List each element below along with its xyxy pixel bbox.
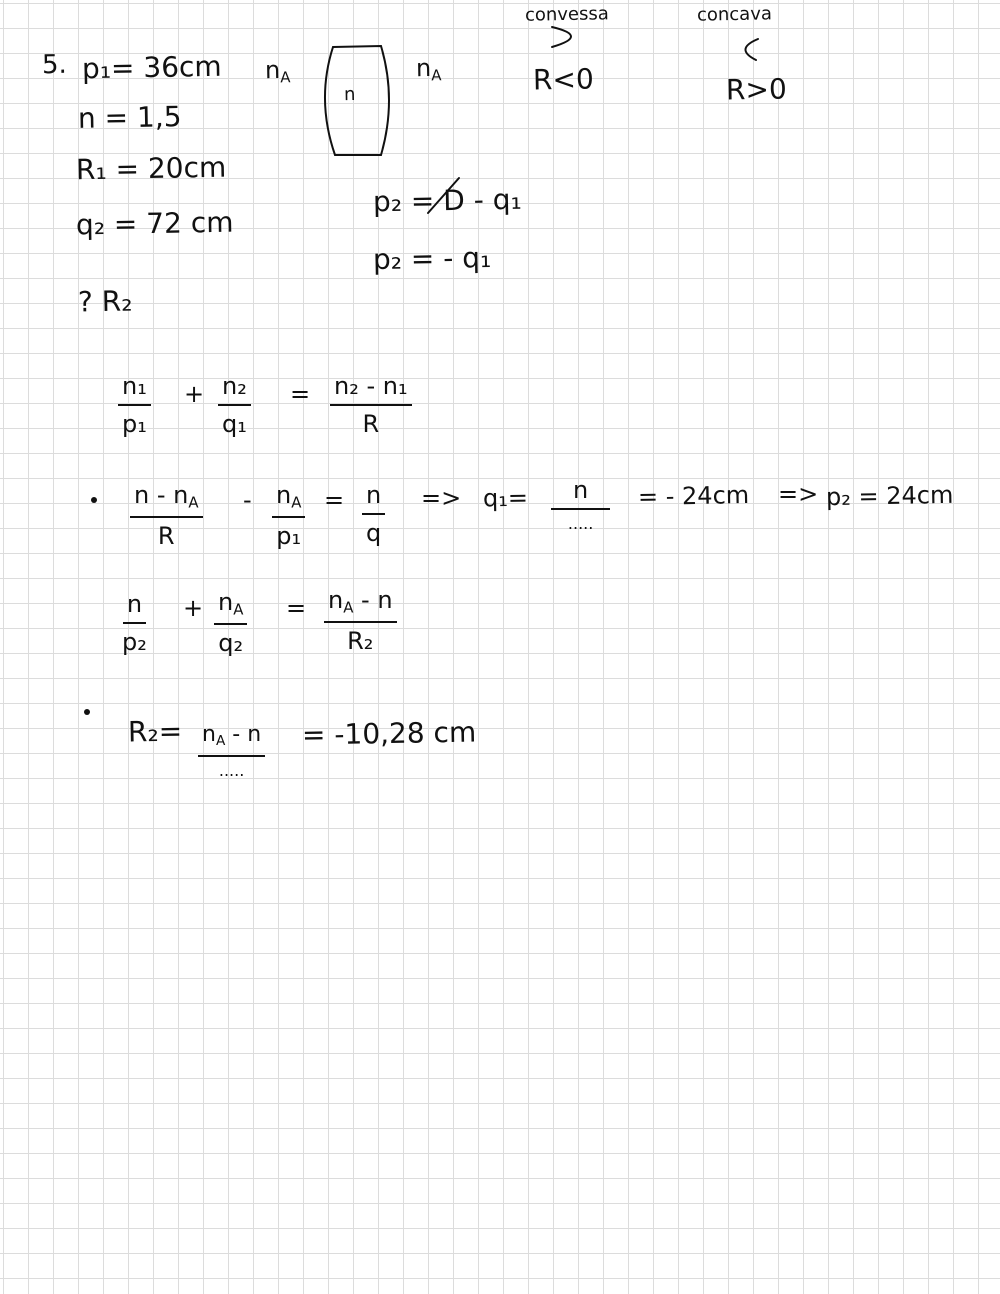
s2-term-2-num: $n_A$ xyxy=(214,590,247,625)
bullet-1 xyxy=(91,497,97,503)
s2-term-2 xyxy=(214,588,247,658)
s1-q1-result: = - 24cm xyxy=(637,481,750,511)
relation-line-1: p₂ = D - q₁ xyxy=(372,182,523,219)
s1-q1-num: n xyxy=(551,478,610,510)
result-value: = -10,28 cm xyxy=(301,715,477,752)
gen-term-1-den: p₁ xyxy=(121,410,147,438)
gen-term-1 xyxy=(118,374,151,436)
s1-equals: = xyxy=(324,486,345,514)
given-q2: q₂ = 72 cm xyxy=(75,205,234,242)
gen-rhs-num: n₂ - n₁ xyxy=(330,374,412,406)
lens-shape xyxy=(325,46,389,155)
bullet-2 xyxy=(84,709,90,715)
s1-term-2-den: p₁ xyxy=(276,522,302,551)
result-lhs: R₂= xyxy=(127,714,183,749)
given-p1: p₁= 36cm xyxy=(81,49,222,86)
given-R1: R₁ = 20cm xyxy=(75,150,227,187)
convex-rule: R<0 xyxy=(532,62,595,97)
s1-rhs-num: n xyxy=(362,483,385,515)
result-num: $n_A$ - n xyxy=(198,724,265,757)
result-den: ..... xyxy=(218,760,245,780)
relation-line-2: p₂ = - q₁ xyxy=(372,240,492,277)
s1-q1-den: ..... xyxy=(567,514,594,533)
gen-term-2-num: n₂ xyxy=(218,374,251,406)
s2-equals: = xyxy=(286,594,307,622)
result-frac xyxy=(198,724,265,779)
s1-term-1-den: R xyxy=(157,522,175,551)
s2-plus: + xyxy=(183,594,204,622)
s1-rhs-den: q xyxy=(365,519,382,547)
gen-rhs-den: R xyxy=(362,410,380,438)
concave-arc-icon xyxy=(745,39,758,60)
unknown-R2: ? R₂ xyxy=(77,284,133,319)
s1-q1-label: q₁= xyxy=(482,483,529,513)
medium-right-label: $n_A$ xyxy=(415,53,442,85)
gen-term-1-num: n₁ xyxy=(118,374,151,406)
gen-term-2-den: q₁ xyxy=(221,410,247,438)
s2-rhs-num: $n_A$ - n xyxy=(324,588,397,623)
s1-term-2 xyxy=(272,481,305,551)
s2-term-1-den: p₂ xyxy=(122,628,147,656)
s1-p2-result: p₂ = 24cm xyxy=(825,480,954,512)
s2-rhs xyxy=(324,586,397,656)
s1-term-1 xyxy=(130,481,203,551)
gen-term-2 xyxy=(218,374,251,436)
convex-arc-icon xyxy=(552,27,571,47)
s1-implies-1: => xyxy=(421,484,462,512)
concave-rule: R>0 xyxy=(725,72,788,107)
given-n: n = 1,5 xyxy=(77,100,182,135)
s1-minus: - xyxy=(243,486,252,514)
s1-q1-frac xyxy=(551,478,610,532)
medium-left-label: $n_A$ xyxy=(264,55,291,87)
gen-rhs xyxy=(330,374,412,436)
s2-term-1-num: n xyxy=(123,592,146,624)
s1-term-1-num: n - $n_A$ xyxy=(130,483,203,518)
gen-plus: + xyxy=(184,380,205,408)
problem-number: 5. xyxy=(41,49,68,81)
s2-rhs-den: R₂ xyxy=(347,627,374,656)
s2-term-1 xyxy=(122,592,147,654)
s1-rhs xyxy=(362,483,385,545)
convex-label: convessa xyxy=(524,3,610,26)
s1-implies-2: => xyxy=(778,480,819,508)
gen-equals: = xyxy=(290,380,311,408)
concave-label: concava xyxy=(696,3,773,26)
s1-term-2-num: $n_A$ xyxy=(272,483,305,518)
s2-term-2-den: q₂ xyxy=(218,629,244,658)
lens-index-label: n xyxy=(343,83,356,106)
